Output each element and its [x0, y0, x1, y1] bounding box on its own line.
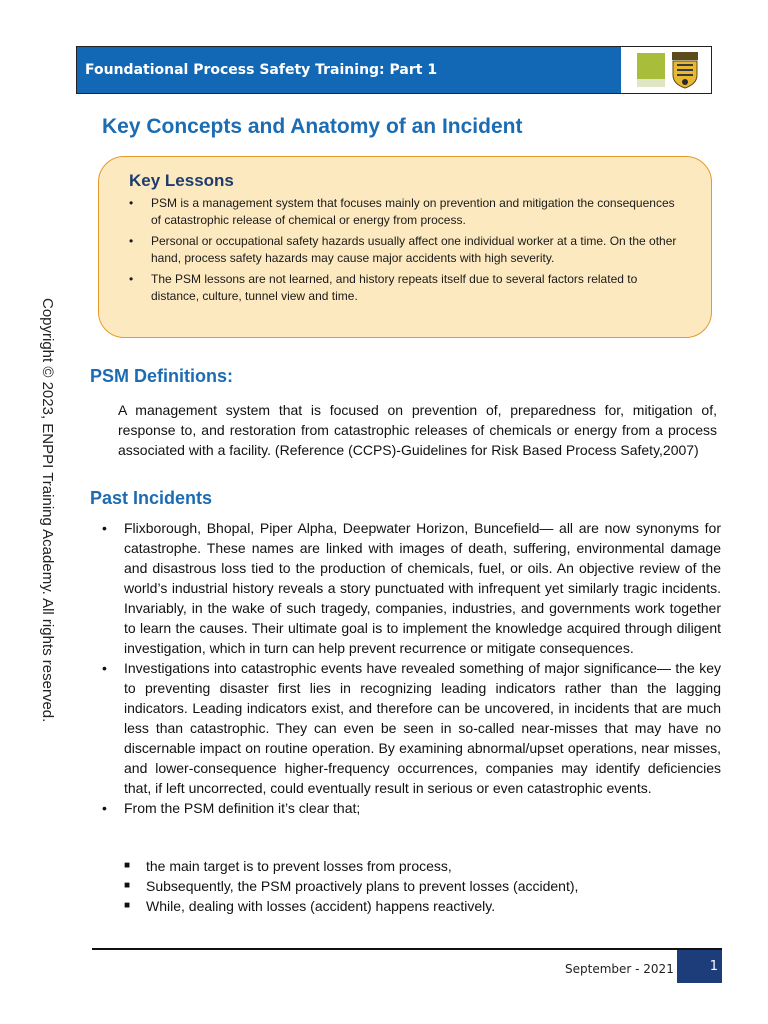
- psm-definition-text: A management system that is focused on prevention of, preparedness for, mitigation of, response to, and restoration from catastrophic releases of chemicals or energy from a process associated with a facility. (Reference (CCPS)-Guidelines for Risk Based Process Safety,2007): [118, 402, 717, 458]
- copyright-notice: Copyright © 2023, ENPPI Training Academy. All rights reserved.: [39, 298, 56, 723]
- list-item: ■ the main target is to prevent losses from process,: [124, 858, 452, 874]
- shield-crest-logo: [671, 51, 699, 89]
- list-item: • PSM is a management system that focuses mainly on prevention and mitigation the consequences of catastrophic release of chemical or energy from process.: [129, 196, 675, 227]
- psm-definitions-heading: PSM Definitions:: [90, 366, 233, 386]
- page-title: Key Concepts and Anatomy of an Incident: [102, 115, 523, 138]
- footer-date: September - 2021: [565, 962, 674, 976]
- psm-subpoints-list: [100, 856, 721, 916]
- list-item: ■ Subsequently, the PSM proactively plans to prevent losses (accident),: [124, 878, 579, 894]
- key-lessons-heading: Key Lessons: [129, 171, 234, 190]
- past-incidents-list: [100, 518, 721, 818]
- page-header: [76, 46, 712, 94]
- header-title: Foundational Process Safety Training: Part 1: [85, 62, 438, 78]
- list-item: • Investigations into catastrophic events have revealed something of major significance— the key to preventing disaster first lies in recognizing leading indicators rather than the lagging indicators. Leading indicators exist, and therefore can be uncovered, in incidents that are much less than catastrophic. They can even be seen in so-called near-misses that may have no discernable impact on routine operation. By examining abnormal/upset operations, near misses, and lower-consequence higher-frequency occurrences, companies may identify deficiencies that, if left uncorrected, could eventually result in serious or even catastrophic events.: [102, 660, 721, 796]
- footer-divider: [92, 948, 722, 950]
- certification-badge-logo: [637, 53, 665, 87]
- list-item: ■ While, dealing with losses (accident) happens reactively.: [124, 898, 496, 914]
- header-bar: [77, 47, 621, 93]
- page-number: 1: [677, 950, 722, 983]
- key-lessons-list: [127, 195, 687, 309]
- list-item: • From the PSM definition it’s clear that;: [102, 800, 361, 816]
- past-incidents-heading: Past Incidents: [90, 488, 213, 508]
- list-item: • Flixborough, Bhopal, Piper Alpha, Deepwater Horizon, Buncefield— all are now synonyms for catastrophe. These names are linked with images of death, suffering, environmental damage and disastrous loss tied to the production of chemicals, fuel, or oils. An objective review of the world’s industrial history reveals a story punctuated with infrequent yet similarly tragic incidents. Invariably, in the wake of such tragedy, companies, industries, and governments work together to learn the causes. Their ultimate goal is to implement the knowledge acquired through diligent investigation, which in turn can help prevent recurrence or mitigate consequences.: [102, 520, 721, 656]
- list-item: • Personal or occupational safety hazards usually affect one individual worker at a time. On the other hand, process safety hazards may cause major accidents with high severity.: [129, 234, 677, 265]
- list-item: • The PSM lessons are not learned, and history repeats itself due to several factors related to distance, culture, tunnel view and time.: [129, 272, 638, 303]
- key-lessons-box: [98, 156, 712, 338]
